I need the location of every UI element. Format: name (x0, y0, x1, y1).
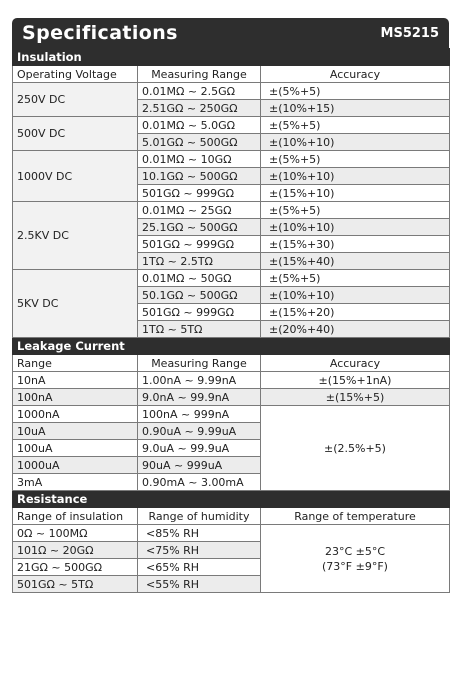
insulation-cell: 0Ω ~ 100MΩ (13, 525, 138, 542)
insulation-cell: 21GΩ ~ 500GΩ (13, 559, 138, 576)
range-cell: 501GΩ ~ 999GΩ (138, 185, 261, 202)
table-row (13, 372, 450, 389)
table-row (13, 270, 450, 287)
measuring-cell: 1.00nA ~ 9.99nA (138, 372, 261, 389)
accuracy-cell: ±(20%+40) (261, 321, 450, 338)
insulation-cell: 501GΩ ~ 5TΩ (13, 576, 138, 593)
table-row (13, 202, 450, 219)
range-cell: 0.01MΩ ~ 2.5GΩ (138, 83, 261, 100)
accuracy-cell: ±(5%+5) (261, 151, 450, 168)
range-cell: 100nA (13, 389, 138, 406)
voltage-cell: 5KV DC (13, 270, 138, 338)
range-cell: 501GΩ ~ 999GΩ (138, 304, 261, 321)
accuracy-cell: ±(15%+1nA) (261, 372, 450, 389)
table-header-row (13, 355, 450, 372)
accuracy-cell: ±(5%+5) (261, 202, 450, 219)
section-title: Leakage Current (13, 338, 450, 355)
measuring-cell: 0.90mA ~ 3.00mA (138, 474, 261, 491)
range-cell: 3mA (13, 474, 138, 491)
table-header-row (13, 66, 450, 83)
table-row (13, 83, 450, 100)
humidity-cell: <85% RH (138, 525, 261, 542)
range-cell: 1TΩ ~ 5TΩ (138, 321, 261, 338)
measuring-cell: 90uA ~ 999uA (138, 457, 261, 474)
measuring-cell: 9.0uA ~ 99.9uA (138, 440, 261, 457)
voltage-cell: 1000V DC (13, 151, 138, 202)
temperature-celsius: 23°C ±5°C (324, 544, 386, 558)
table-row (13, 406, 450, 423)
accuracy-cell: ±(10%+10) (261, 168, 450, 185)
accuracy-cell: ±(5%+5) (261, 83, 450, 100)
accuracy-cell: ±(10%+10) (261, 287, 450, 304)
accuracy-cell: ±(10%+10) (261, 134, 450, 151)
temperature-fahrenheit: (73°F ±9°F) (322, 559, 388, 573)
range-cell: 2.51GΩ ~ 250GΩ (138, 100, 261, 117)
column-header: Operating Voltage (13, 66, 138, 83)
range-cell: 0.01MΩ ~ 10GΩ (138, 151, 261, 168)
range-cell: 1000nA (13, 406, 138, 423)
spec-table (12, 48, 450, 593)
range-cell: 10nA (13, 372, 138, 389)
column-header: Measuring Range (138, 355, 261, 372)
column-header: Range of humidity (138, 508, 261, 525)
insulation-cell: 101Ω ~ 20GΩ (13, 542, 138, 559)
accuracy-cell: ±(15%+20) (261, 304, 450, 321)
column-header: Accuracy (261, 355, 450, 372)
range-cell: 5.01GΩ ~ 500GΩ (138, 134, 261, 151)
measuring-cell: 9.0nA ~ 99.9nA (138, 389, 261, 406)
accuracy-cell: ±(15%+5) (261, 389, 450, 406)
accuracy-cell: ±(5%+5) (261, 117, 450, 134)
measuring-cell: 100nA ~ 999nA (138, 406, 261, 423)
column-header: Range of temperature (261, 508, 450, 525)
accuracy-cell: ±(15%+40) (261, 253, 450, 270)
section-title: Insulation (13, 49, 450, 66)
range-cell: 10.1GΩ ~ 500GΩ (138, 168, 261, 185)
temperature-cell (261, 525, 450, 593)
page-title: Specifications (22, 22, 178, 44)
range-cell: 1000uA (13, 457, 138, 474)
table-row (13, 389, 450, 406)
humidity-cell: <55% RH (138, 576, 261, 593)
accuracy-cell: ±(15%+30) (261, 236, 450, 253)
voltage-cell: 2.5KV DC (13, 202, 138, 270)
accuracy-cell: ±(5%+5) (261, 270, 450, 287)
humidity-cell: <65% RH (138, 559, 261, 576)
range-cell: 100uA (13, 440, 138, 457)
section-resistance (13, 491, 450, 508)
table-row (13, 117, 450, 134)
range-cell: 0.01MΩ ~ 50GΩ (138, 270, 261, 287)
table-row (13, 525, 450, 542)
range-cell: 1TΩ ~ 2.5TΩ (138, 253, 261, 270)
header-banner (12, 18, 449, 48)
column-header: Range (13, 355, 138, 372)
accuracy-cell: ±(10%+15) (261, 100, 450, 117)
range-cell: 501GΩ ~ 999GΩ (138, 236, 261, 253)
table-header-row (13, 508, 450, 525)
section-title: Resistance (13, 491, 450, 508)
voltage-cell: 500V DC (13, 117, 138, 151)
voltage-cell: 250V DC (13, 83, 138, 117)
range-cell: 0.01MΩ ~ 5.0GΩ (138, 117, 261, 134)
range-cell: 0.01MΩ ~ 25GΩ (138, 202, 261, 219)
specifications-sheet (12, 18, 449, 683)
column-header: Accuracy (261, 66, 450, 83)
accuracy-cell: ±(10%+10) (261, 219, 450, 236)
range-cell: 50.1GΩ ~ 500GΩ (138, 287, 261, 304)
humidity-cell: <75% RH (138, 542, 261, 559)
table-row (13, 151, 450, 168)
range-cell: 10uA (13, 423, 138, 440)
shared-accuracy-cell: ±(2.5%+5) (261, 406, 450, 491)
accuracy-cell: ±(15%+10) (261, 185, 450, 202)
column-header: Range of insulation (13, 508, 138, 525)
range-cell: 25.1GΩ ~ 500GΩ (138, 219, 261, 236)
model-number: MS5215 (380, 25, 439, 41)
section-leakage-current (13, 338, 450, 355)
measuring-cell: 0.90uA ~ 9.99uA (138, 423, 261, 440)
section-insulation (13, 49, 450, 66)
column-header: Measuring Range (138, 66, 261, 83)
